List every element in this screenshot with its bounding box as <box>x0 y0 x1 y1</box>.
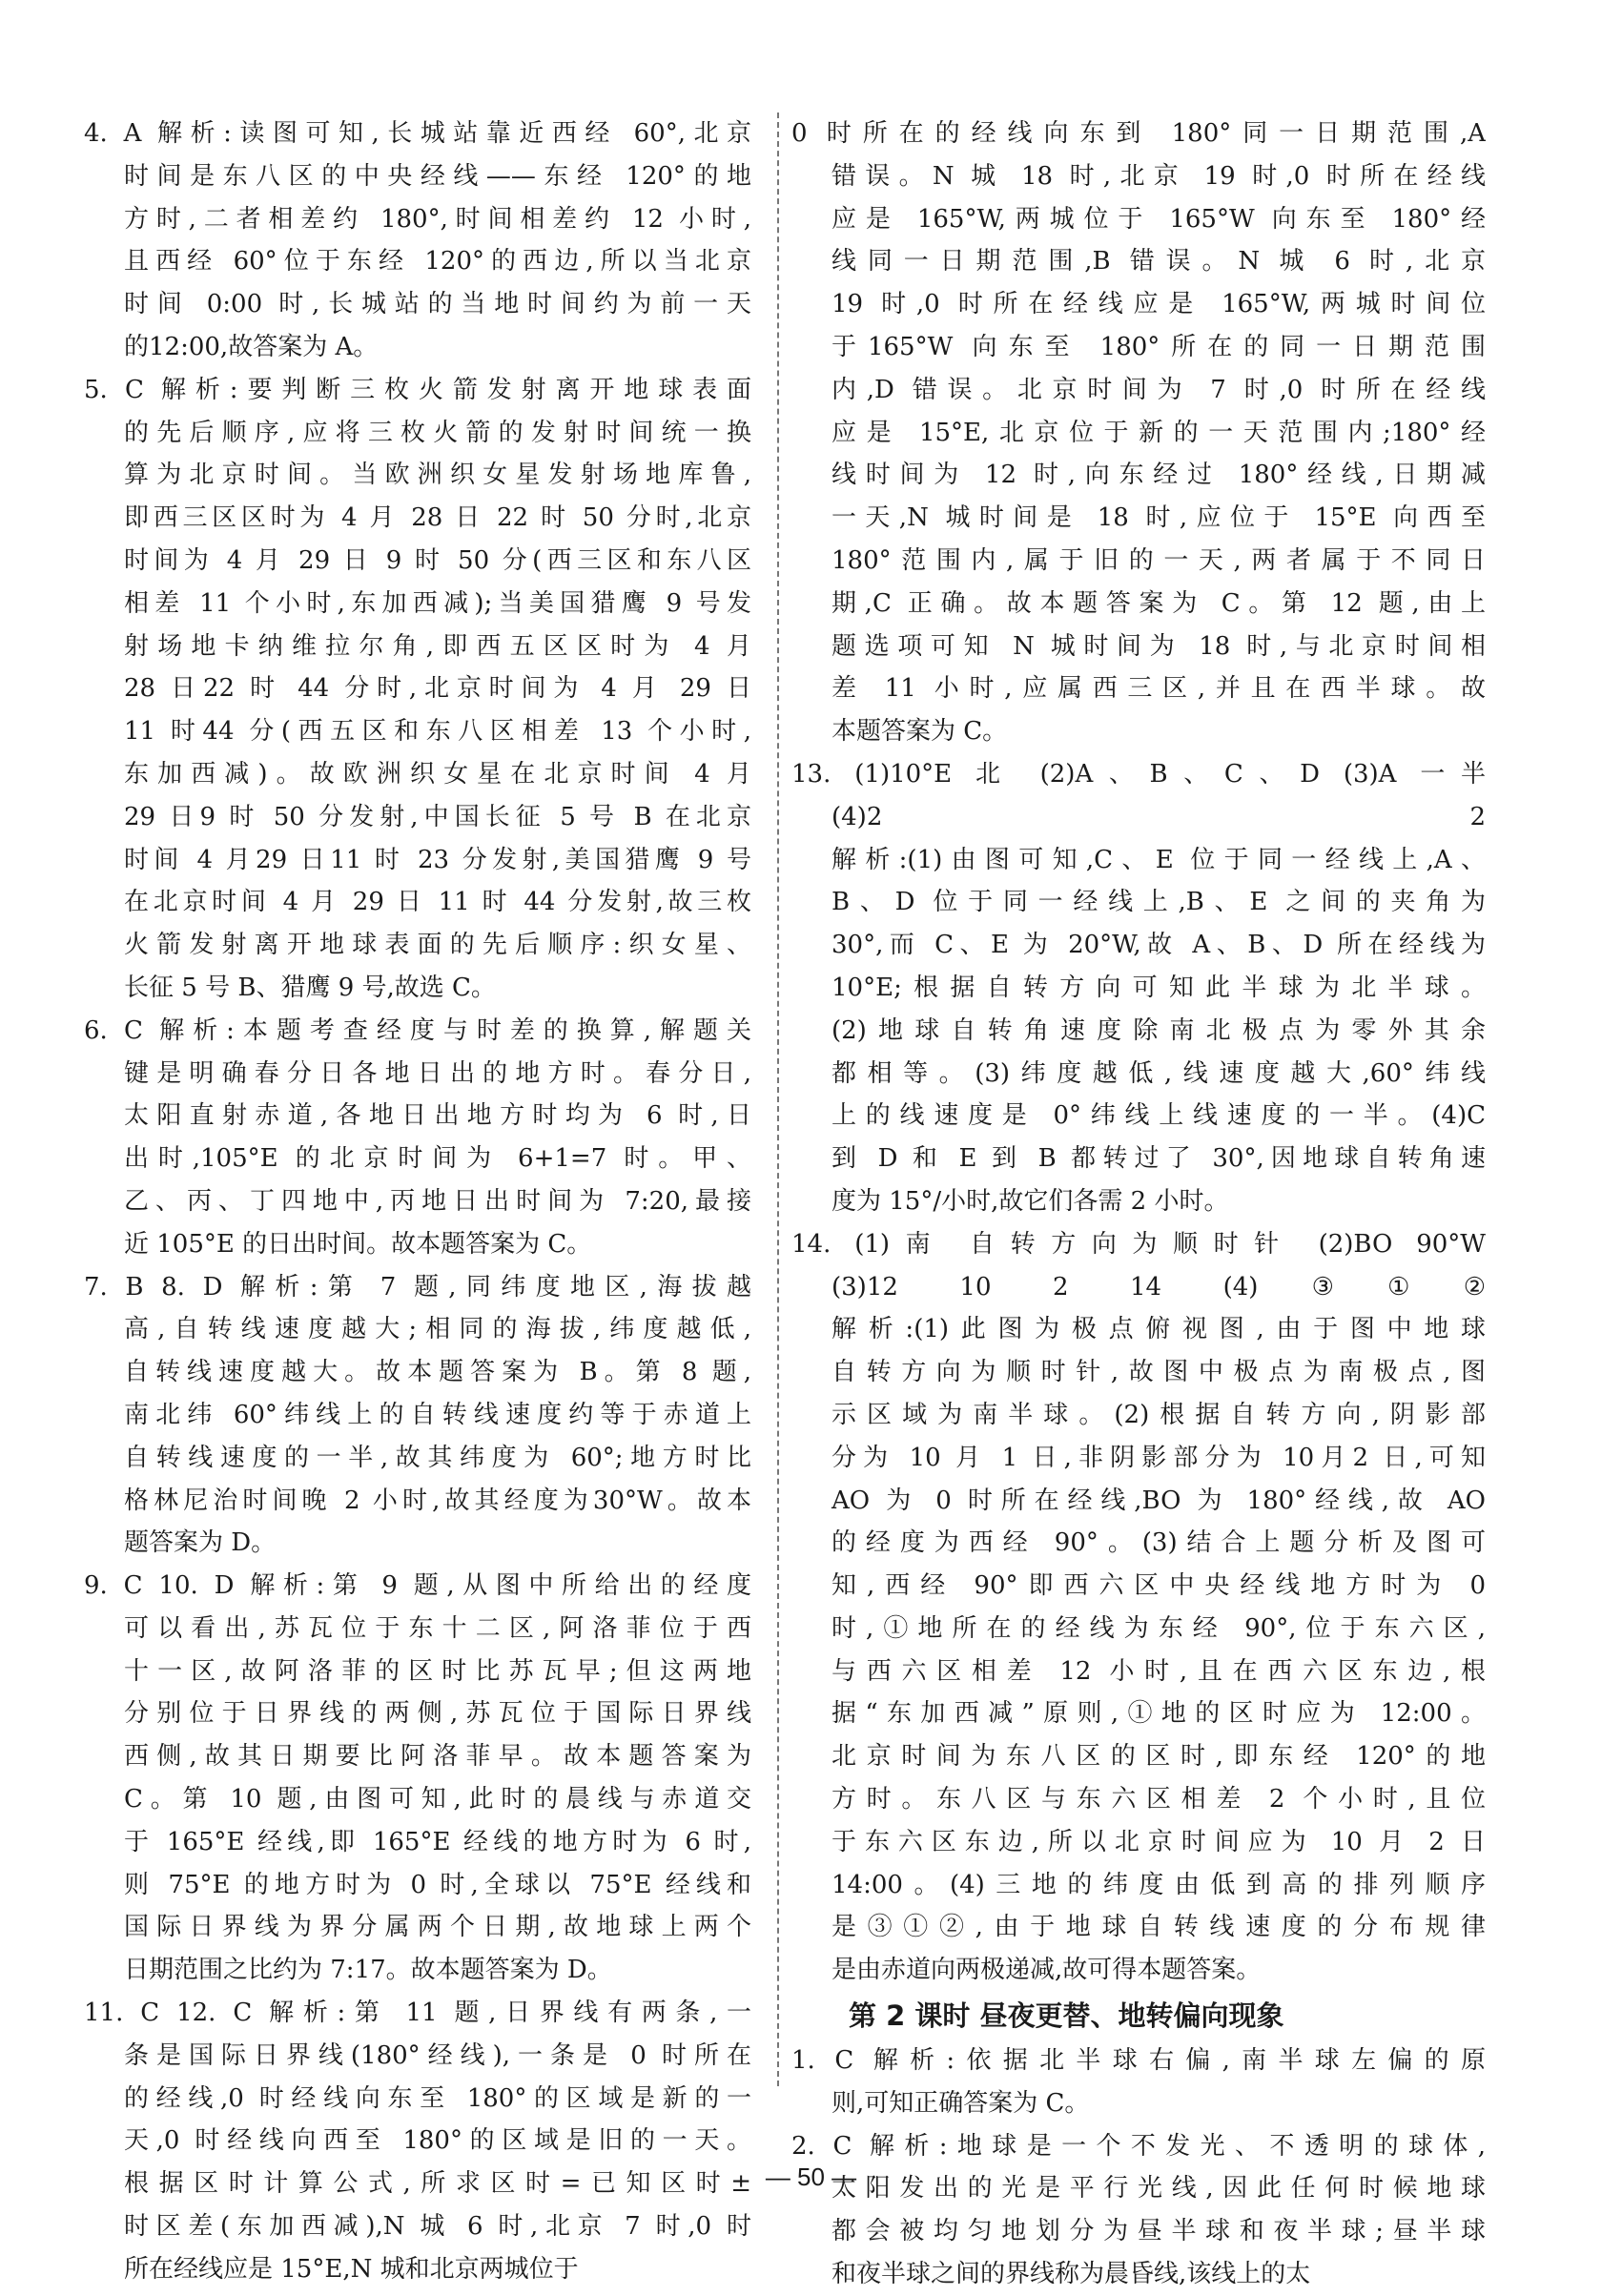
text-line: 方时。东八区与东六区相差 2 个小时,且位 <box>832 1785 1486 1814</box>
text-line: 11 时44 分(西五区和东八区相差 13 个小时, <box>124 717 751 747</box>
text-line: 太阳直射赤道,各地日出地方时均为 6 时,日 <box>124 1101 751 1131</box>
text-line: 射场地卡纳维拉尔角,即西五区区时为 4 月 <box>124 631 751 661</box>
text-line: 火箭发射离开地球表面的先后顺序:织女星、 <box>124 931 751 960</box>
text-line: 30°,而 C、E 为 20°W,故 A、B、D 所在经线为 <box>832 931 1486 960</box>
answer-item <box>791 2125 1486 2296</box>
text-line: 上的线速度是 0°纬线上线速度的一半。(4)C <box>832 1101 1486 1131</box>
answer-item <box>791 113 1486 753</box>
answer-item <box>791 2040 1486 2125</box>
text-line: 28 日22 时 44 分时,北京时间为 4 月 29 日 <box>124 674 751 704</box>
text-line: 示区域为南半球。(2)根据自转方向,阴影部 <box>832 1400 1486 1429</box>
text-line: 1. C 解析:依据北半球右偏,南半球左偏的原 <box>791 2046 1486 2076</box>
text-line: 应是 165°W,两城位于 165°W 向东至 180°经 <box>832 204 1486 234</box>
text-line: 西侧,故其日期要比阿洛菲早。故本题答案为 <box>124 1742 751 1772</box>
text-line: B、D 位于同一经线上,B、E 之间的夹角为 <box>832 888 1486 917</box>
text-line: 14. (1)南 自转方向为顺时针 (2)BO 90°W <box>791 1229 1486 1259</box>
text-line: 则 75°E 的地方时为 0 时,全球以 75°E 经线和 <box>124 1870 751 1899</box>
text-line: 北京时间为东八区的区时,即东经 120°的地 <box>832 1742 1486 1772</box>
text-line: 长征 5 号 B、猎鹰 9 号,故选 C。 <box>124 973 496 1002</box>
page-number: — 50 — <box>765 2163 857 2191</box>
answer-item <box>84 1992 751 2291</box>
text-line: 本题答案为 C。 <box>832 717 1008 747</box>
text-line: 到 D 和 E 到 B 都转过了 30°,因地球自转角速 <box>832 1144 1486 1174</box>
text-line: 0 时所在的经线向东到 180°同一日期范围,A <box>791 119 1486 148</box>
text-line: 7. B 8. D 解析:第 7 题,同纬度地区,海拔越 <box>84 1272 751 1302</box>
text-line: 线时间为 12 时,向东经过 180°经线,日期减 <box>832 461 1486 490</box>
text-line: 和夜半球之间的界线称为晨昏线,该线上的太 <box>832 2260 1311 2289</box>
text-line: (2)地球自转角速度除南北极点为零外其余 <box>832 1015 1486 1045</box>
text-line: 于165°W 向东至 180°所在的同一日期范围 <box>832 332 1486 361</box>
answer-item <box>84 113 751 369</box>
text-line: 出时,105°E 的北京时间为 6+1=7 时。甲、 <box>124 1144 751 1174</box>
text-line: 13. (1)10°E 北 (2)A、B、C、D (3)A 一半 <box>791 759 1486 789</box>
text-line: 度为 15°/小时,故它们各需 2 小时。 <box>832 1186 1229 1216</box>
text-line: 所在经线应是 15°E,N 城和北京两城位于 <box>124 2254 579 2284</box>
text-line: 时间是东八区的中央经线——东经 120°的地 <box>124 161 751 191</box>
text-line: 题选项可知 N 城时间为 18 时,与北京时间相 <box>832 631 1486 661</box>
text-line: 时,①地所在的经线为东经 90°,位于东六区, <box>832 1613 1486 1643</box>
text-line: AO 为 0 时所在经线,BO 为 180°经线,故 AO <box>832 1486 1486 1515</box>
text-line: 条是国际日界线(180°经线),一条是 0 时所在 <box>124 2040 751 2070</box>
text-line: 高,自转线速度越大;相同的海拔,纬度越低, <box>124 1315 751 1344</box>
text-line: 可以看出,苏瓦位于东十二区,阿洛菲位于西 <box>124 1613 751 1643</box>
text-line: 4. A 解析:读图可知,长城站靠近西经 60°,北京 <box>84 119 751 148</box>
text-line: 9. C 10. D 解析:第 9 题,从图中所给出的经度 <box>84 1571 751 1601</box>
text-line: (3)12 10 2 14 (4)③①② <box>832 1272 1486 1302</box>
text-line: 差 11 小时,应属西三区,并且在西半球。故 <box>832 674 1486 704</box>
column-divider <box>777 113 779 2086</box>
text-line: 键是明确春分日各地日出的地方时。春分日, <box>124 1058 751 1088</box>
text-line: 自转线速度的一半,故其纬度为 60°;地方时比 <box>124 1443 751 1472</box>
text-line: 解析:(1)此图为极点俯视图,由于图中地球 <box>832 1315 1486 1344</box>
text-line: 则,可知正确答案为 C。 <box>832 2088 1090 2118</box>
text-line: 国际日界线为界分属两个日期,故地球上两个 <box>124 1913 751 1942</box>
text-line: 的12:00,故答案为 A。 <box>124 332 379 361</box>
text-line: 近 105°E 的日出时间。故本题答案为 C。 <box>124 1229 592 1259</box>
text-line: 知,西经 90°即西六区中央经线地方时为 0 <box>832 1571 1486 1601</box>
text-line: 5. C 解析:要判断三枚火箭发射离开地球表面 <box>84 375 751 404</box>
right-column <box>791 113 1486 2296</box>
text-line: 10°E;根据自转方向可知此半球为北半球。 <box>832 973 1486 1002</box>
text-line: 时间为 4 月 29 日 9 时 50 分(西三区和东八区 <box>124 545 751 575</box>
text-line: 于 165°E 经线,即 165°E 经线的地方时为 6 时, <box>124 1827 751 1856</box>
text-line: 分别位于日界线的两侧,苏瓦位于国际日界线 <box>124 1699 751 1729</box>
text-line: 在北京时间 4 月 29 日 11 时 44 分发射,故三枚 <box>124 888 751 917</box>
text-line: 6. C 解析:本题考查经度与时差的换算,解题关 <box>84 1015 751 1045</box>
text-line: 方时,二者相差约 180°,时间相差约 12 小时, <box>124 204 751 234</box>
text-line: 是③①②,由于地球自转线速度的分布规律 <box>832 1913 1486 1942</box>
text-line: 南北纬 60°纬线上的自转线速度约等于赤道上 <box>124 1400 751 1429</box>
text-line: 线同一日期范围,B 错误。N 城 6 时,北京 <box>832 247 1486 277</box>
text-line: 错误。N 城 18 时,北京 19 时,0 时所在经线 <box>832 161 1486 191</box>
text-line: 的经线,0 时经线向东至 180°的区域是新的一 <box>124 2083 751 2113</box>
text-line: 时间 4 月29 日11 时 23 分发射,美国猎鹰 9 号 <box>124 845 751 874</box>
text-line: (4)2 2 <box>832 802 1486 831</box>
answer-item <box>84 369 751 1010</box>
section-title: 第 2 课时 昼夜更替、地转偏向现象 <box>849 1999 1284 2033</box>
text-line: 分为 10 月 1 日,非阴影部分为 10月2 日,可知 <box>832 1443 1486 1472</box>
text-line: 11. C 12. C 解析:第 11 题,日界线有两条,一 <box>84 1999 751 2028</box>
text-line: 相差 11 个小时,东加西减);当美国猎鹰 9 号发 <box>124 588 751 618</box>
text-line: 且西经 60°位于东经 120°的西边,所以当北京 <box>124 247 751 277</box>
text-line: 180°范围内,属于旧的一天,两者属于不同日 <box>832 545 1486 575</box>
text-line: 29 日9 时 50 分发射,中国长征 5 号 B 在北京 <box>124 802 751 831</box>
text-line: 自转线速度越大。故本题答案为 B。第 8 题, <box>124 1358 751 1387</box>
answer-item <box>791 1223 1486 1992</box>
answer-item <box>791 753 1486 1223</box>
text-line: 天,0 时经线向西至 180°的区域是旧的一天。 <box>124 2126 751 2156</box>
text-line: 根据区时计算公式,所求区时=已知区时± <box>124 2169 751 2199</box>
text-line: 于东六区东边,所以北京时间应为 10 月 2 日 <box>832 1827 1486 1856</box>
text-line: 一天,N 城时间是 18 时,应位于 15°E 向西至 <box>832 503 1486 533</box>
text-line: 题答案为 D。 <box>124 1528 277 1558</box>
text-line: 即西三区区时为 4 月 28 日 22 时 50 分时,北京 <box>124 503 751 533</box>
text-line: 格林尼治时间晚 2 小时,故其经度为30°W。故本 <box>124 1486 751 1515</box>
text-line: 与西六区相差 12 小时,且在西六区东边,根 <box>832 1656 1486 1686</box>
text-line: 都会被均匀地划分为昼半球和夜半球;昼半球 <box>832 2217 1486 2246</box>
answer-item <box>84 1266 751 1566</box>
text-line: 十一区,故阿洛菲的区时比苏瓦早;但这两地 <box>124 1656 751 1686</box>
text-line: 19 时,0 时所在经线应是 165°W,两城时间位 <box>832 290 1486 319</box>
text-line: 乙、丙、丁四地中,丙地日出时间为 7:20,最接 <box>124 1186 751 1216</box>
text-line: 太阳发出的光是平行光线,因此任何时候地球 <box>832 2174 1486 2204</box>
answer-item <box>84 1010 751 1266</box>
text-line: 的先后顺序,应将三枚火箭的发射时间统一换 <box>124 418 751 447</box>
text-line: 2. C 解析:地球是一个不发光、不透明的球体, <box>791 2131 1486 2161</box>
text-line: 算为北京时间。当欧洲织女星发射场地库鲁, <box>124 461 751 490</box>
text-line: C。第 10 题,由图可知,此时的晨线与赤道交 <box>124 1785 751 1814</box>
text-line: 内,D 错误。北京时间为 7 时,0 时所在经线 <box>832 375 1486 404</box>
text-line: 时区差(东加西减),N 城 6 时,北京 7 时,0 时 <box>124 2212 751 2242</box>
text-line: 自转方向为顺时针,故图中极点为南极点,图 <box>832 1358 1486 1387</box>
text-line: 14:00。(4)三地的纬度由低到高的排列顺序 <box>832 1870 1486 1899</box>
text-line: 应是 15°E,北京位于新的一天范围内;180°经 <box>832 418 1486 447</box>
answer-item <box>84 1565 751 1992</box>
text-line: 时间 0:00 时,长城站的当地时间约为前一天 <box>124 290 751 319</box>
text-line: 东加西减)。故欧洲织女星在北京时间 4 月 <box>124 759 751 789</box>
text-line: 期,C 正确。故本题答案为 C。第 12 题,由上 <box>832 588 1486 618</box>
text-line: 都相等。(3)纬度越低,线速度越大,60°纬线 <box>832 1058 1486 1088</box>
text-line: 解析:(1)由图可知,C、E 位于同一经线上,A、 <box>832 845 1486 874</box>
text-line: 的经度为西经 90°。(3)结合上题分析及图可 <box>832 1528 1486 1558</box>
text-line: 据“东加西减”原则,①地的区时应为 12:00。 <box>832 1699 1486 1729</box>
text-line: 日期范围之比约为 7:17。故本题答案为 D。 <box>124 1956 612 1985</box>
text-line: 是由赤道向两极递减,故可得本题答案。 <box>832 1956 1262 1985</box>
left-column <box>84 113 751 2291</box>
